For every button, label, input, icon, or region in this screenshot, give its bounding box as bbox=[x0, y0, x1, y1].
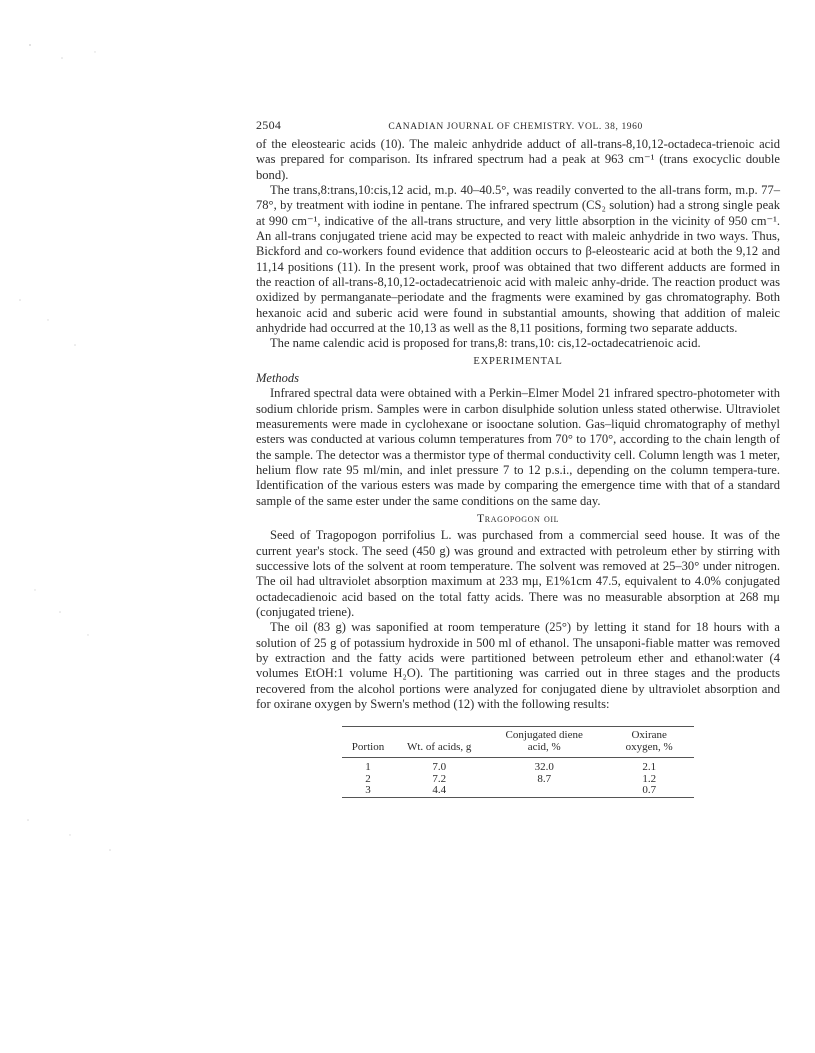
partition-results-table bbox=[342, 726, 694, 798]
page-number: 2504 bbox=[256, 118, 282, 132]
cell: 7.0 bbox=[432, 761, 447, 774]
paper-page bbox=[256, 118, 780, 798]
cell: 8.7 bbox=[537, 772, 552, 785]
cell: 1 bbox=[365, 761, 371, 774]
running-header bbox=[256, 118, 780, 133]
header-weight: Wt. of acids, g bbox=[406, 741, 472, 754]
tragopogon-heading: Tragopogon oil bbox=[476, 510, 560, 525]
cell: 1.2 bbox=[642, 772, 657, 785]
cell: 2 bbox=[365, 772, 371, 785]
intro-paragraph-3: The name calendic acid is proposed for trans,8: trans,10: cis,12-octadecatrienoic acid. bbox=[270, 336, 701, 351]
table-row bbox=[342, 758, 694, 774]
header-diene: Conjugated diene acid, % bbox=[505, 729, 583, 754]
cell: 3 bbox=[365, 784, 371, 797]
cell: 7.2 bbox=[432, 772, 447, 785]
experimental-heading: EXPERIMENTAL bbox=[473, 355, 563, 367]
methods-heading: Methods bbox=[256, 371, 300, 386]
cell: 2.1 bbox=[642, 761, 657, 774]
cell: 0.7 bbox=[642, 784, 657, 797]
header-oxirane: Oxirane oxygen, % bbox=[625, 729, 673, 754]
journal-title: CANADIAN JOURNAL OF CHEMISTRY. VOL. 38, 1960 bbox=[388, 122, 643, 132]
methods-paragraph: Infrared spectral data were obtained with a Perkin–Elmer Model 21 infrared spectro-photometer with sodium chloride prism. Samples were in carbon disulphide solution unless stated otherwise. Ultraviolet measurements were made in cyclohexane or isooctane solution. Gas–liquid chromatography of methyl esters was conducted at various column temperatures from 70° to 170°, according to the chain length of the sample. The detector was a thermistor type of thermal conductivity cell. Column length was 1 meter, helium flow rate 95 ml/min, and inlet pressure 7 to 12 p.s.i., depending on the column tempera-ture. Identification of the various esters was made by comparing the emergence time with that of a standard sample of the same ester under the same conditions on the same day. bbox=[256, 386, 780, 508]
cell: 4.4 bbox=[432, 784, 447, 797]
cell bbox=[484, 785, 604, 797]
header-portion: Portion bbox=[351, 741, 385, 754]
table-header-row bbox=[342, 727, 694, 758]
intro-paragraph-1: of the eleostearic acids (10). The maleic anhydride adduct of all-trans-8,10,12-octadeca-trienoic acid was prepared for comparison. Its infrared spectrum had a peak at 963 cm⁻¹ (trans exocyclic double bond). bbox=[256, 137, 780, 182]
table-row bbox=[342, 774, 694, 786]
table-row bbox=[342, 785, 694, 797]
page-edge-specks bbox=[0, 0, 240, 1053]
tragopogon-paragraph-1: Seed of Tragopogon porrifolius L. was purchased from a commercial seed house. It was of the current year's stock. The seed (450 g) was ground and extracted with petroleum ether by stirring with successive lots of the solvent at room temperature. The solvent was removed at 25–30° under nitrogen. The oil had ultraviolet absorption maximum at 233 mμ, E1%1cm 47.5, equivalent to 4.0% conjugated octadecadienoic acid based on the total fatty acids. There was no measurable absorption at 268 mμ (conjugated triene). bbox=[256, 528, 780, 619]
intro-paragraph-2: The trans,8:trans,10:cis,12 acid, m.p. 40–40.5°, was readily converted to the all-trans form, m.p. 77–78°, by treatment with iodine in pentane. The infrared spectrum (CS₂ solution) had a strong single peak at 990 cm⁻¹, indicative of the all-trans structure, and very little absorption in the vicinity of 950 cm⁻¹. An all-trans conjugated triene acid may be expected to react with maleic anhydride in two ways. Thus, Bickford and co-workers found evidence that addition occurs to β-eleostearic acid at both the 9,12 and 11,14 positions (11). In the present work, proof was obtained that two different adducts are formed in the reaction of all-trans-8,10,12-octadecatrienoic acid with maleic anhy-dride. The reaction product was oxidized by permanganate–periodate and the fragments were examined by gas chromatography. Both hexanoic acid and suberic acid were found in substantial amounts, showing that addition of maleic anhydride had occurred at the 10,13 as well as the 8,11 positions, forming two separate adducts. bbox=[256, 183, 780, 336]
cell: 32.0 bbox=[534, 761, 554, 774]
tragopogon-paragraph-2: The oil (83 g) was saponified at room temperature (25°) by letting it stand for 18 hours with a solution of 25 g of potassium hydroxide in 500 ml of ethanol. The unsaponi-fiable matter was removed by extraction and the fatty acids were partitioned between petroleum ether and ethanol:water (4 volumes EtOH:1 volume H₂O). The partitioning was carried out in three stages and the products recovered from the alcohol portions were analyzed for conjugated diene by ultraviolet absorption and for oxirane oxygen by Swern's method (12) with the following results: bbox=[256, 620, 780, 712]
